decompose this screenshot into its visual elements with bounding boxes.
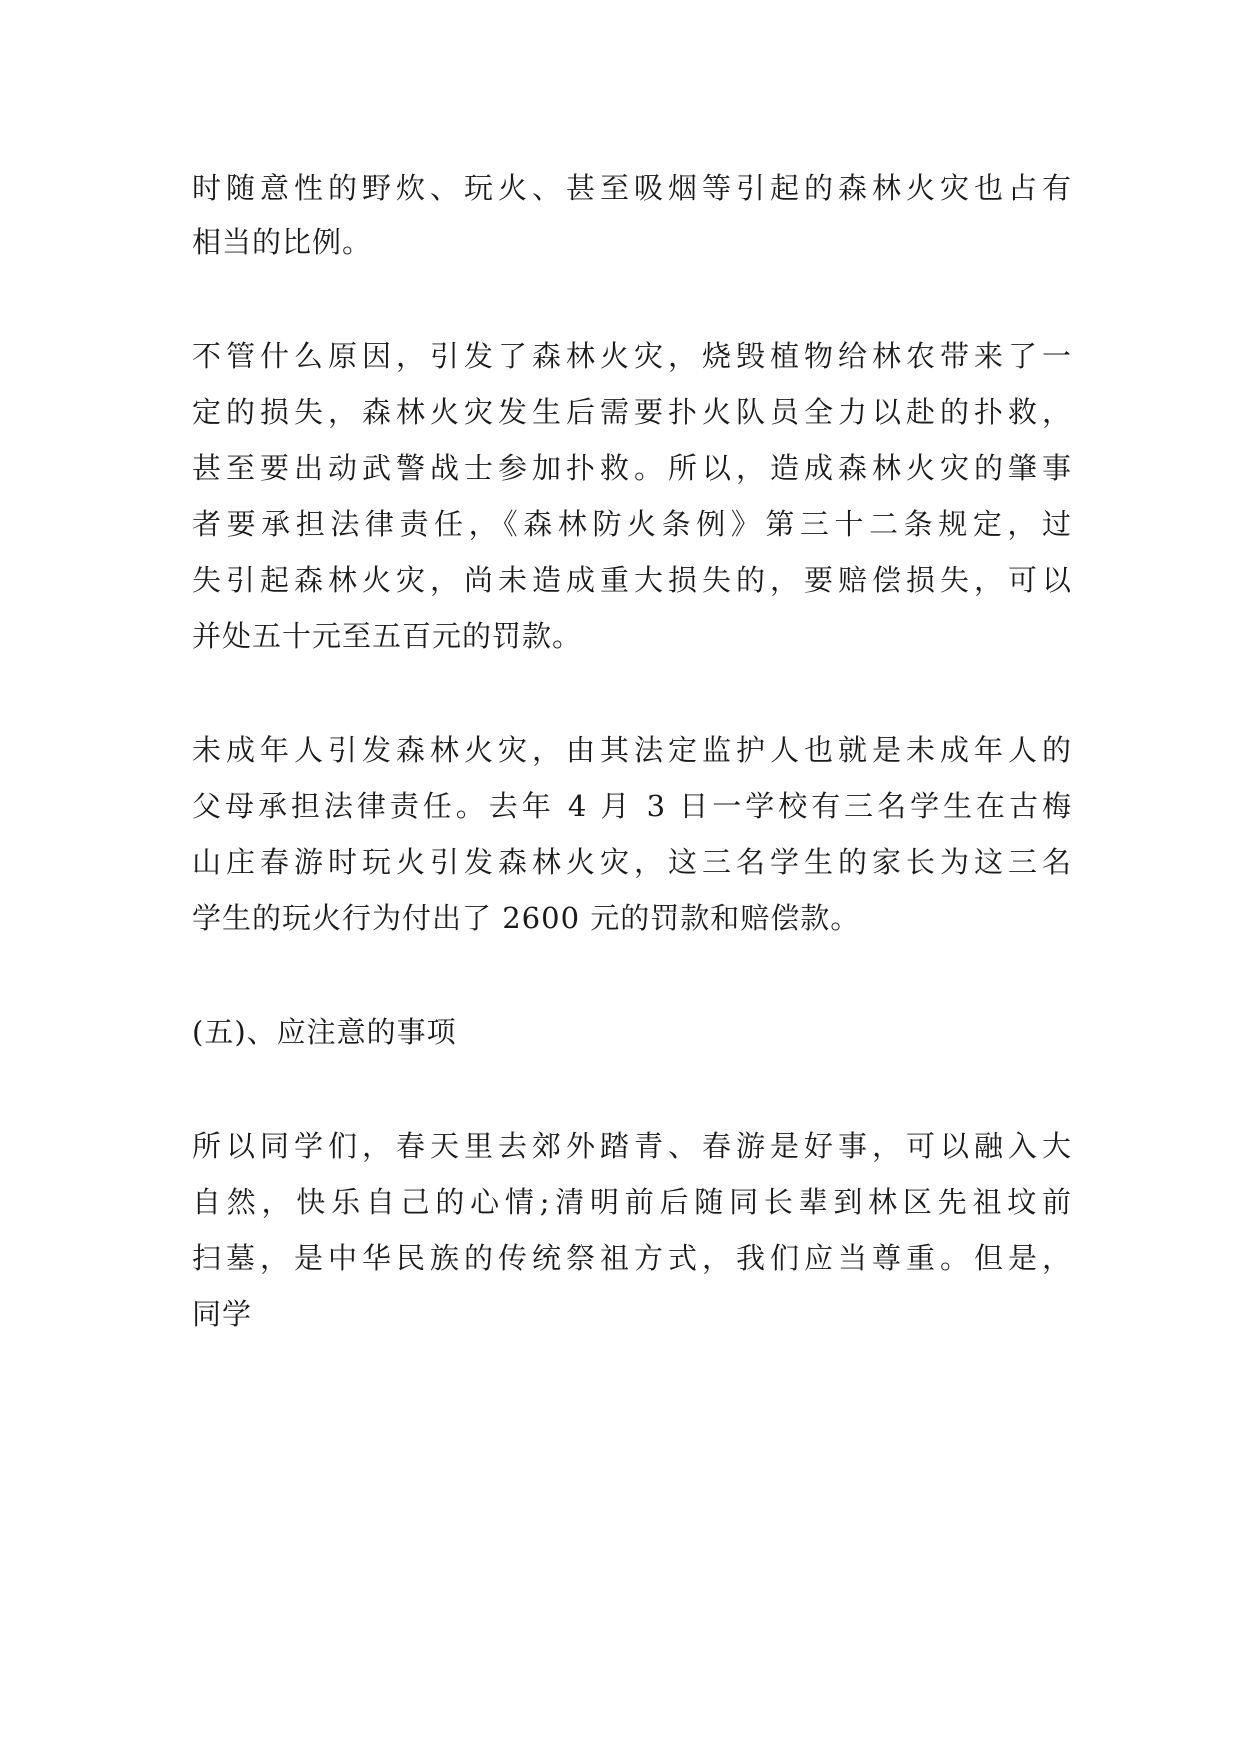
text-line: 失引起森林火灾，尚未造成重大损失的，要赔偿损失，可以 (192, 563, 1072, 597)
text-line: 并处五十元至五百元的罚款。 (192, 619, 583, 653)
text-line: 同学 (192, 1297, 253, 1331)
text-line: 时随意性的野炊、玩火、甚至吸烟等引起的森林火灾也占有 (192, 171, 1072, 205)
text-line: 甚至要出动武警战士参加扑救。所以，造成森林火灾的肇事 (192, 451, 1072, 485)
section-heading: (五)、应注意的事项 (192, 1015, 457, 1049)
text-line: 未成年人引发森林火灾，由其法定监护人也就是未成年人的 (192, 733, 1072, 767)
text-line: 学生的玩火行为付出了 2600 元的罚款和赔偿款。 (192, 901, 861, 935)
text-line: 山庄春游时玩火引发森林火灾，这三名学生的家长为这三名 (192, 845, 1072, 879)
text-line: 扫墓，是中华民族的传统祭祖方式，我们应当尊重。但是， (192, 1241, 1072, 1275)
text-line: 不管什么原因，引发了森林火灾，烧毁植物给林农带来了一 (192, 339, 1072, 373)
text-line: 所以同学们，春天里去郊外踏青、春游是好事，可以融入大 (192, 1129, 1072, 1163)
text-line: 自然，快乐自己的心情;清明前后随同长辈到林区先祖坟前 (192, 1185, 1072, 1219)
text-line: 父母承担法律责任。去年 4 月 3 日一学校有三名学生在古梅 (192, 789, 1072, 823)
text-line: 相当的比例。 (192, 225, 373, 259)
text-line: 定的损失，森林火灾发生后需要扑火队员全力以赴的扑救， (192, 395, 1072, 429)
text-line: 者要承担法律责任，《森林防火条例》第三十二条规定，过 (192, 507, 1072, 541)
